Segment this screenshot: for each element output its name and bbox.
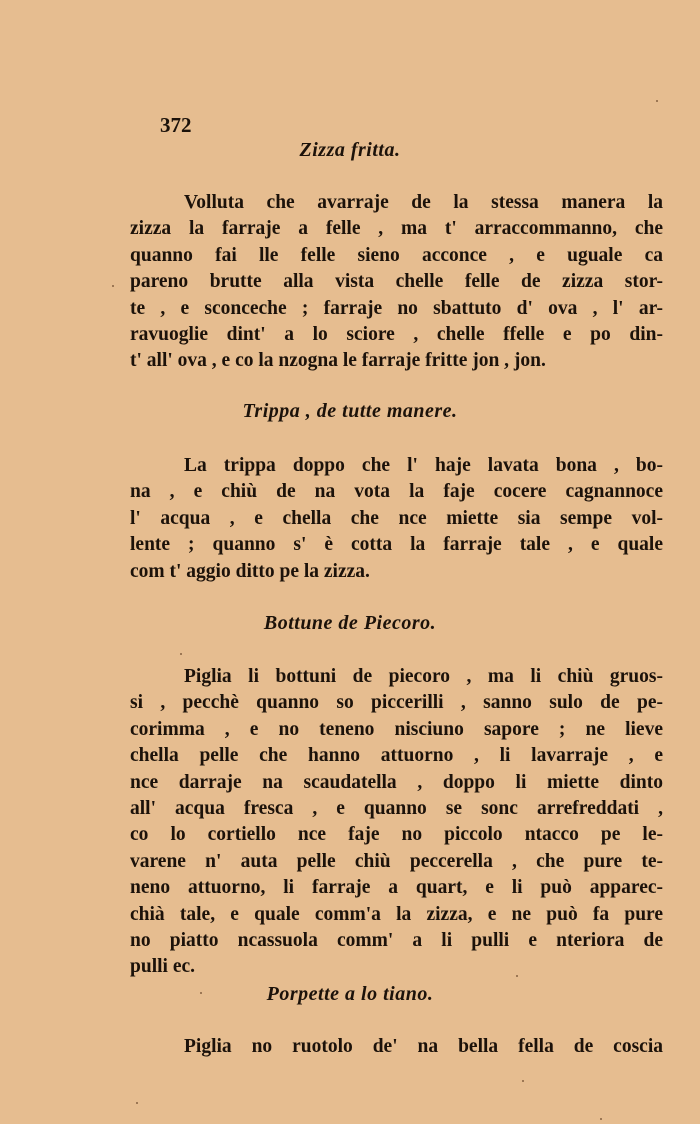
section-heading-bottune-de-piecoro: Bottune de Piecoro. <box>263 612 437 634</box>
paragraph-trippa <box>130 453 663 585</box>
paper-speck <box>522 1080 524 1082</box>
paper-speck <box>516 975 518 977</box>
page-number: 372 <box>160 113 192 137</box>
text-line: chià tale, e quale comm'a la zizza, e ne può fa pure <box>130 903 663 925</box>
text-line: Piglia no ruotolo de' na bella fella de coscia <box>184 1036 663 1057</box>
section-heading-zizza-fritta: Zizza fritta. <box>299 139 401 161</box>
paper-speck <box>200 992 202 994</box>
section-heading-porpette-a-lo-tiano: Porpette a lo tiano. <box>266 983 434 1005</box>
text-line: no piatto ncassuola comm' a li pulli e nteriora de <box>130 929 663 951</box>
text-line: pareno brutte alla vista chelle felle de zizza stor- <box>130 271 663 293</box>
paper-speck <box>112 285 114 287</box>
text-line: nce darraje na scaudatella , doppo li miette dinto <box>130 771 663 793</box>
paper-speck <box>600 1118 602 1120</box>
text-line: varene n' auta pelle chiù peccerella , che pure te- <box>130 850 663 872</box>
paragraph-porpette-a-lo-tiano <box>130 1034 663 1060</box>
text-line: ravuoglie dint' a lo sciore , chelle ffelle e po din- <box>130 323 663 345</box>
text-line: na , e chiù de na vota la faje cocere cagnannoce <box>130 481 663 503</box>
text-line: all' acqua fresca , e quanno se sonc arrefreddati , <box>130 797 663 819</box>
text-line: neno attuorno, li farraje a quart, e li può apparec- <box>130 877 663 899</box>
paper-speck <box>656 100 658 102</box>
text-line: La trippa doppo che l' haje lavata bona , bo- <box>184 455 663 476</box>
text-line: Piglia li bottuni de piecoro , ma li chiù gruos- <box>184 666 663 687</box>
text-line: com t' aggio ditto pe la zizza. <box>130 560 370 582</box>
paper-speck <box>180 653 182 655</box>
text-line: si , pecchè quanno so piccerilli , sanno sulo de pe- <box>130 692 663 714</box>
text-line: zizza la farraje a felle , ma t' arraccommanno, che <box>130 218 663 240</box>
section-heading-trippa: Trippa , de tutte manere. <box>242 400 458 422</box>
text-line: chella pelle che hanno attuorno , li lavarraje , e <box>130 745 663 767</box>
paragraph-zizza-fritta <box>130 190 663 375</box>
text-line: pulli ec. <box>130 956 196 978</box>
text-line: te , e sconceche ; farraje no sbattuto d' ova , l' ar- <box>130 297 663 319</box>
text-line: Volluta che avarraje de la stessa manera la <box>184 192 663 213</box>
paper-speck <box>136 1102 138 1104</box>
text-line: t' all' ova , e co la nzogna le farraje fritte jon , jon. <box>130 350 546 372</box>
text-line: corimma , e no teneno nisciuno sapore ; ne lieve <box>130 718 663 740</box>
text-line: co lo cortiello nce faje no piccolo ntacco pe le- <box>130 824 663 846</box>
text-line: lente ; quanno s' è cotta la farraje tale , e quale <box>130 534 663 556</box>
text-line: quanno fai lle felle sieno acconce , e uguale ca <box>130 244 663 266</box>
paragraph-bottune-de-piecoro <box>130 664 663 981</box>
text-line: l' acqua , e chella che nce miette sia sempe vol- <box>130 507 663 529</box>
